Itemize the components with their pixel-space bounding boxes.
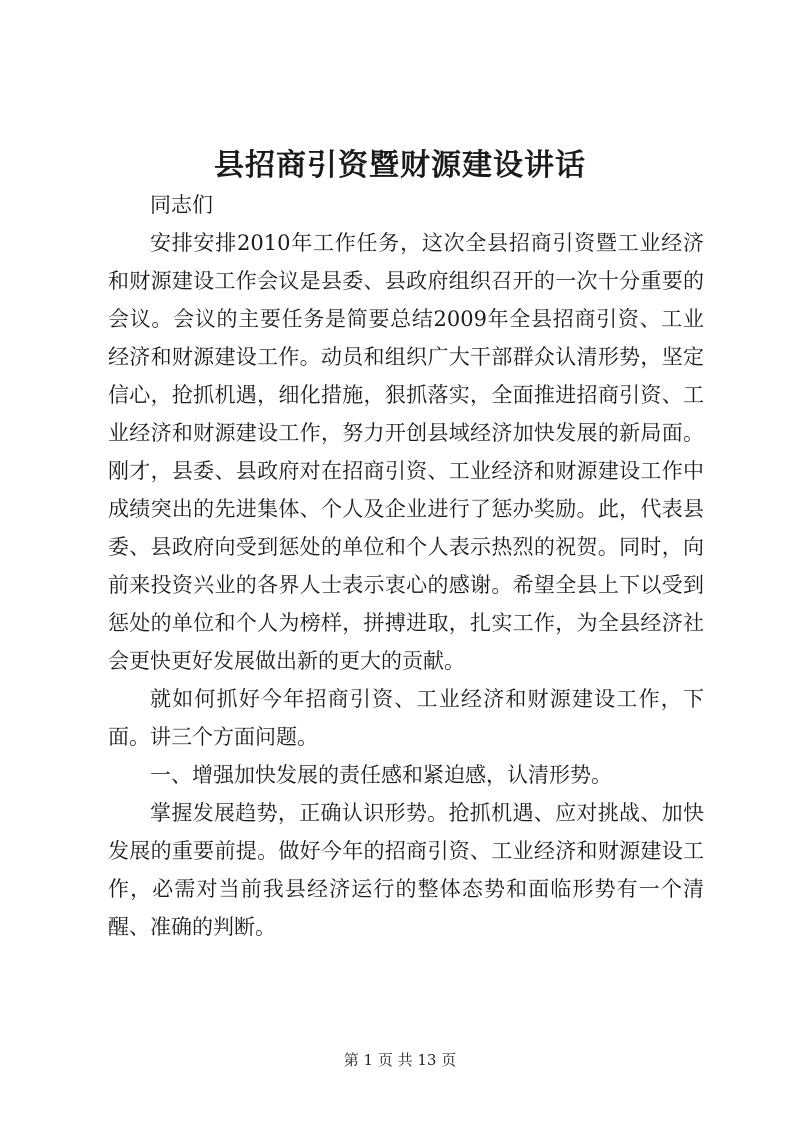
document-body — [108, 186, 704, 946]
transition-paragraph: 就如何抓好今年招商引资、工业经济和财源建设工作，下面。讲三个方面问题。 — [108, 687, 704, 749]
section-1-paragraph: 掌握发展趋势，正确认识形势。抢抓机遇、应对挑战、加快发展的重要前提。做好今年的招商引资、工业经济和财源建设工作，必需对当前我县经济运行的整体态势和面临形势有一个清醒、准确的判断。 — [108, 801, 704, 939]
document-title: 县招商引资暨财源建设讲话 — [214, 148, 586, 183]
salutation-paragraph: 同志们 — [150, 193, 213, 217]
opening-paragraph: 安排安排2010年工作任务，这次全县招商引资暨工业经济和财源建设工作会议是县委、县政府组织召开的一次十分重要的会议。会议的主要任务是简要总结2009年全县招商引资、工业经济和财源建设工作。动员和组织广大干部群众认清形势，坚定信心，抢抓机遇，细化措施，狠抓落实，全面推进招商引资、工业经济和财源建设工作，努力开创县域经济加快发展的新局面。刚才，县委、县政府对在招商引资、工业经济和财源建设工作中成绩突出的先进集体、个人及企业进行了惩办奖励。此，代表县委、县政府向受到惩处的单位和个人表示热烈的祝贺。同时，向前来投资兴业的各界人士表示衷心的感谢。希望全县上下以受到惩处的单位和个人为榜样，拼搏进取，扎实工作，为全县经济社会更快更好发展做出新的更大的贡献。 — [108, 231, 704, 673]
page-number-footer: 第 1 页 共 13 页 — [343, 1051, 457, 1069]
section-heading-1: 一、增强加快发展的责任感和紧迫感，认清形势。 — [150, 763, 612, 787]
